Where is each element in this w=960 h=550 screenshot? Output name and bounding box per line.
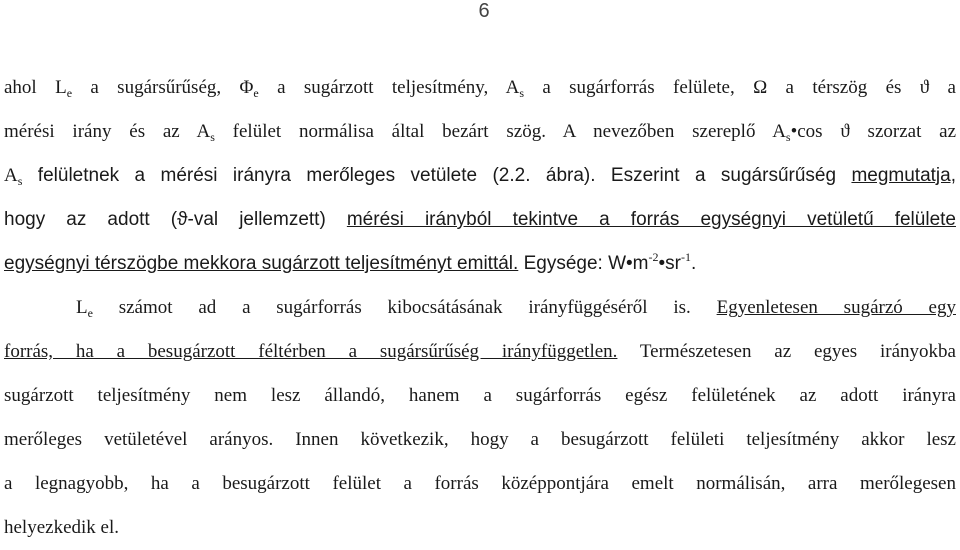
text-segment: felület normálisa által bezárt szög. A nevezőben szereplő A (214, 121, 786, 142)
text-line (4, 418, 956, 462)
text-segment: •cos ϑ szorzat az (790, 121, 956, 142)
text-segment: •sr (658, 253, 681, 274)
text-segment: forrás, ha a besugárzott féltérben a sugársűrűség irányfüggetlen. (4, 341, 618, 362)
text-line (4, 110, 956, 154)
text-segment: . (690, 253, 697, 274)
text-line (4, 198, 956, 242)
text-segment: merőleges vetületével arányos. Innen következik, hogy a besugárzott felületi teljesítmény akkor lesz (4, 429, 956, 450)
superscript: -1 (680, 250, 691, 264)
text-line (4, 154, 956, 198)
document-body (4, 66, 956, 550)
text-segment: Természetesen az egyes irányokba (617, 341, 956, 362)
text-segment: ahol L (4, 77, 67, 98)
page-number: 6 (478, 0, 490, 22)
text-line (4, 506, 956, 550)
subscript: s (210, 130, 215, 144)
text-segment: sugárzott teljesítmény nem lesz állandó, hanem a sugárforrás egész felületének az adott irányra (4, 385, 956, 406)
text-line (4, 462, 956, 506)
text-segment: Egysége: W•m (518, 253, 649, 274)
text-segment: A (4, 165, 18, 186)
text-line (4, 330, 956, 374)
superscript: -2 (648, 250, 659, 264)
text-segment: L (76, 297, 88, 318)
text-segment: helyezkedik el. (4, 517, 120, 538)
text-line (4, 242, 956, 286)
text-segment: számot ad a sugárforrás kibocsátásának irányfüggéséről is. (92, 297, 717, 318)
text-line (4, 374, 956, 418)
text-line (4, 66, 956, 110)
text-segment: a legnagyobb, ha a besugárzott felület a forrás középpontjára emelt normálisán, arra merőlegesen (4, 473, 956, 494)
text-segment: mérési irány és az A (4, 121, 211, 142)
text-segment: a sugársűrűség, Φ (72, 77, 254, 98)
subscript: s (17, 174, 23, 188)
subscript: s (519, 86, 524, 100)
text-segment: mérési irányból tekintve a forrás egységnyi vetületű felülete (346, 209, 956, 230)
subscript: s (785, 130, 791, 144)
text-segment: Eszerint a sugársűrűség (610, 165, 852, 186)
text-segment: hogy az adott (ϑ-val jellemzett) (4, 209, 347, 230)
text-segment: egységnyi térszögbe mekkora sugárzott teljesítményt emittál. (4, 253, 519, 274)
text-segment: a sugárforrás felülete, Ω a térszög és ϑ a (524, 77, 956, 98)
text-segment: felületnek a mérési irányra merőleges vetülete (2.2. ábra). (22, 165, 611, 186)
subscript: e (253, 86, 259, 100)
text-segment: a sugárzott teljesítmény, A (258, 77, 520, 98)
subscript: e (66, 86, 73, 100)
text-line (4, 286, 956, 330)
text-segment: megmutatja, (851, 165, 956, 186)
subscript: e (87, 306, 93, 320)
text-segment: Egyenletesen sugárzó egy (716, 297, 956, 318)
